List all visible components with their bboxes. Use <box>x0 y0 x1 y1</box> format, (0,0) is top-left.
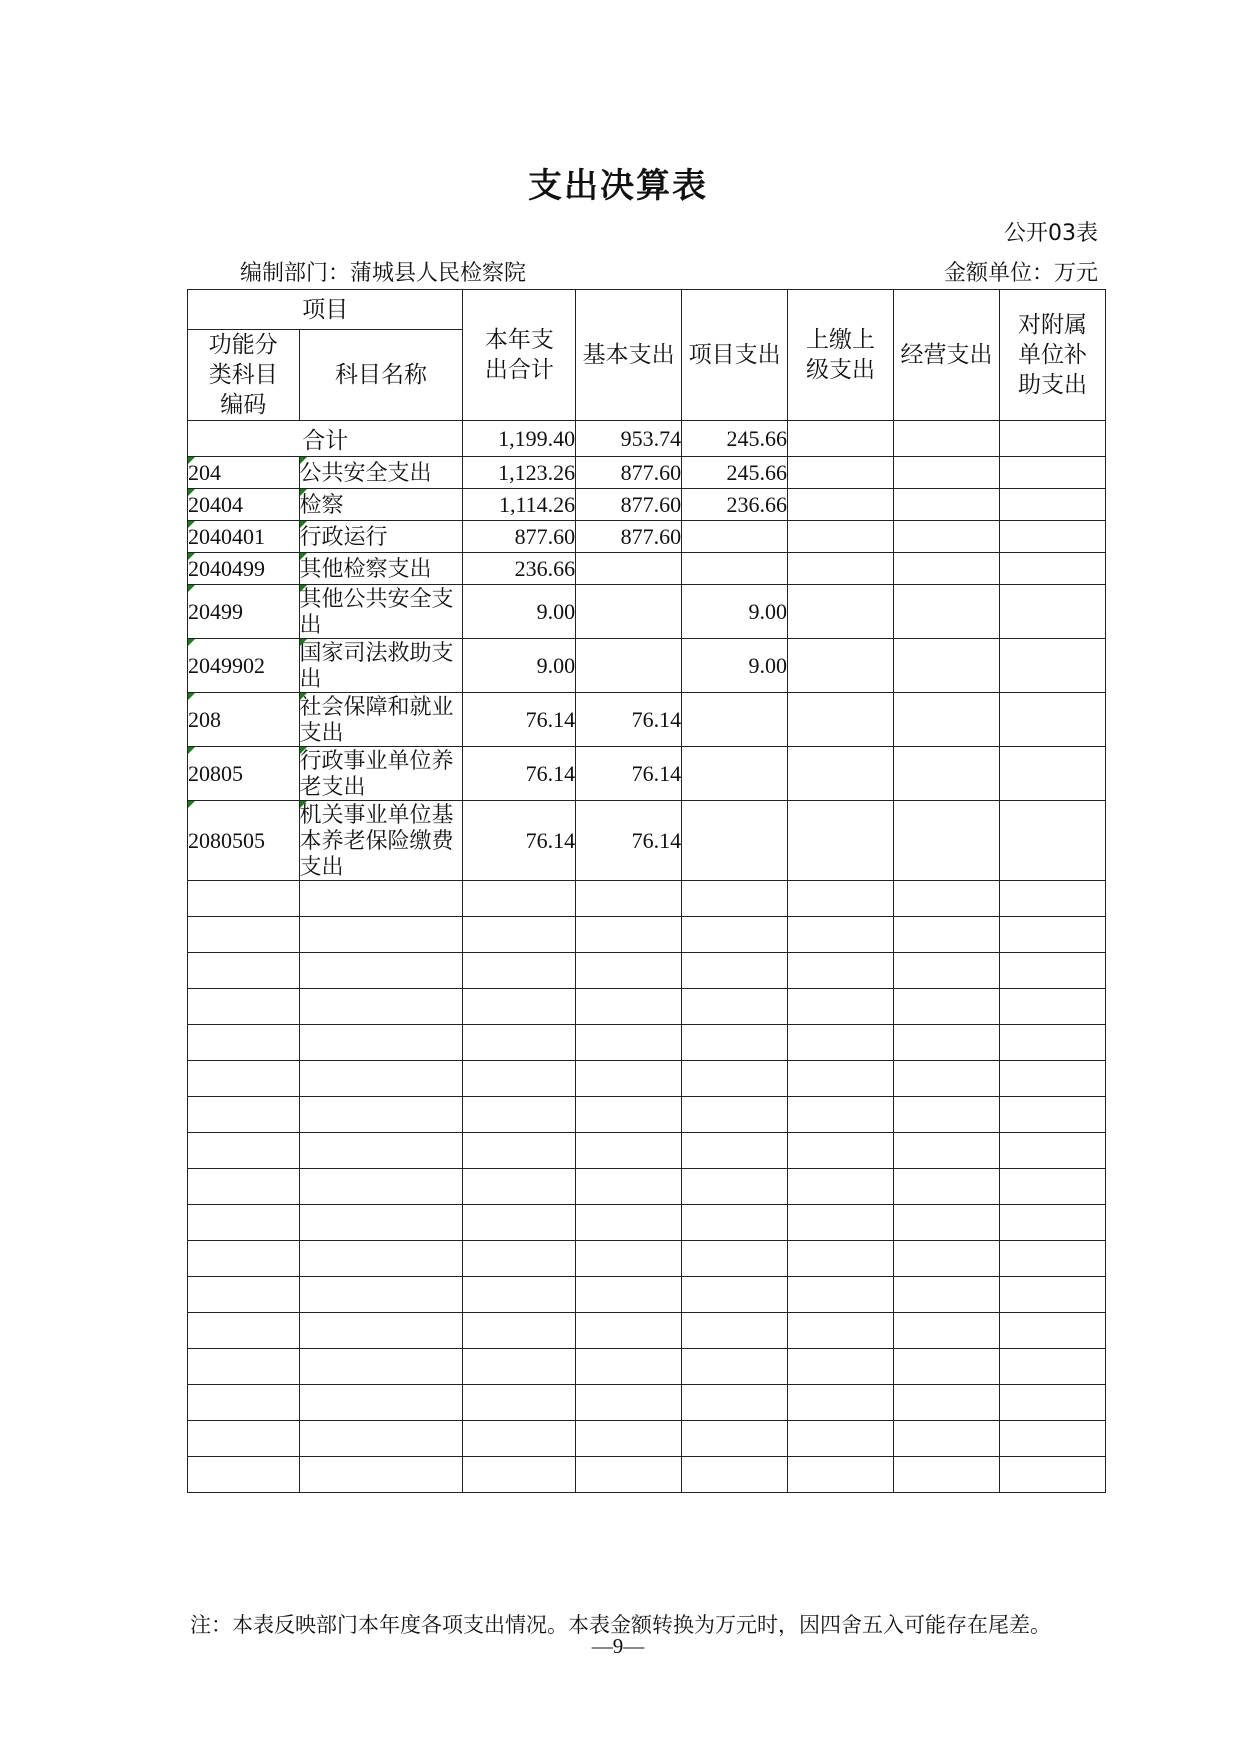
row-code: 20404 <box>188 489 300 521</box>
empty-cell <box>894 1241 1000 1277</box>
empty-cell <box>188 1025 300 1061</box>
row-code: 2040401 <box>188 521 300 553</box>
empty-cell <box>788 1385 894 1421</box>
header-code <box>188 330 300 421</box>
empty-cell <box>894 1061 1000 1097</box>
header-total <box>463 290 576 421</box>
row-business <box>894 457 1000 489</box>
empty-cell <box>999 1133 1105 1169</box>
total-row-total: 1,199.40 <box>463 421 576 457</box>
empty-cell <box>788 1097 894 1133</box>
empty-cell <box>299 953 463 989</box>
table-row <box>188 801 1106 881</box>
empty-cell <box>188 1313 300 1349</box>
empty-cell <box>894 881 1000 917</box>
total-row-basic: 953.74 <box>576 421 682 457</box>
unit-label: 金额单位：万元 <box>943 261 1098 286</box>
header-total-text: 本年支出合计 <box>484 327 554 383</box>
empty-cell <box>788 1457 894 1493</box>
empty-cell <box>894 1025 1000 1061</box>
row-total: 76.14 <box>463 693 576 747</box>
total-row-business <box>894 421 1000 457</box>
header-project: 项目支出 <box>682 290 788 421</box>
row-total: 9.00 <box>463 585 576 639</box>
expenditure-table-container <box>187 289 1106 1587</box>
empty-cell <box>188 1457 300 1493</box>
empty-cell <box>999 881 1105 917</box>
header-upper-text: 上缴上级支出 <box>806 327 876 383</box>
table-row <box>188 553 1106 585</box>
row-total: 76.14 <box>463 801 576 881</box>
empty-cell <box>463 1169 576 1205</box>
empty-row <box>188 1061 1106 1097</box>
row-subsidy <box>999 521 1105 553</box>
empty-cell <box>682 1313 788 1349</box>
row-basic <box>576 585 682 639</box>
empty-cell <box>788 1241 894 1277</box>
row-total: 1,123.26 <box>463 457 576 489</box>
empty-cell <box>682 953 788 989</box>
empty-cell <box>576 989 682 1025</box>
empty-row <box>188 1133 1106 1169</box>
empty-cell <box>463 1097 576 1133</box>
empty-cell <box>188 1385 300 1421</box>
empty-cell <box>788 1313 894 1349</box>
empty-cell <box>682 1133 788 1169</box>
row-subsidy <box>999 801 1105 881</box>
row-subsidy <box>999 489 1105 521</box>
row-upper <box>788 457 894 489</box>
empty-cell <box>682 881 788 917</box>
row-name: 其他检察支出 <box>299 553 463 585</box>
empty-cell <box>576 1133 682 1169</box>
empty-cell <box>788 1061 894 1097</box>
empty-cell <box>576 1421 682 1457</box>
empty-cell <box>188 1241 300 1277</box>
empty-cell <box>463 1385 576 1421</box>
empty-cell <box>188 881 300 917</box>
row-subsidy <box>999 585 1105 639</box>
empty-row <box>188 917 1106 953</box>
empty-cell <box>682 1061 788 1097</box>
header-business: 经营支出 <box>894 290 1000 421</box>
row-upper <box>788 639 894 693</box>
empty-cell <box>463 1241 576 1277</box>
total-row-project: 245.66 <box>682 421 788 457</box>
row-code: 208 <box>188 693 300 747</box>
row-upper <box>788 521 894 553</box>
empty-cell <box>999 1421 1105 1457</box>
row-code: 2040499 <box>188 553 300 585</box>
empty-cell <box>576 1097 682 1133</box>
empty-cell <box>894 1277 1000 1313</box>
empty-cell <box>999 1349 1105 1385</box>
row-business <box>894 521 1000 553</box>
empty-cell <box>188 1061 300 1097</box>
empty-cell <box>682 1241 788 1277</box>
empty-cell <box>576 1349 682 1385</box>
empty-row <box>188 1349 1106 1385</box>
empty-cell <box>299 1457 463 1493</box>
row-basic <box>576 639 682 693</box>
header-basic: 基本支出 <box>576 290 682 421</box>
empty-cell <box>894 917 1000 953</box>
empty-cell <box>299 1421 463 1457</box>
empty-cell <box>682 1385 788 1421</box>
empty-cell <box>894 1385 1000 1421</box>
row-code: 20499 <box>188 585 300 639</box>
empty-cell <box>299 1277 463 1313</box>
row-business <box>894 747 1000 801</box>
row-subsidy <box>999 553 1105 585</box>
row-name: 机关事业单位基本养老保险缴费支出 <box>299 801 463 881</box>
empty-cell <box>894 1205 1000 1241</box>
empty-cell <box>463 917 576 953</box>
empty-cell <box>188 1097 300 1133</box>
empty-cell <box>576 1205 682 1241</box>
row-upper <box>788 489 894 521</box>
empty-row <box>188 1025 1106 1061</box>
empty-cell <box>188 989 300 1025</box>
header-code-text: 功能分类科目编码 <box>208 332 278 418</box>
empty-cell <box>463 989 576 1025</box>
empty-row <box>188 1277 1106 1313</box>
table-row <box>188 747 1106 801</box>
row-name: 社会保障和就业支出 <box>299 693 463 747</box>
row-project <box>682 521 788 553</box>
row-name: 行政事业单位养老支出 <box>299 747 463 801</box>
empty-cell <box>682 1097 788 1133</box>
empty-cell <box>894 1313 1000 1349</box>
row-business <box>894 801 1000 881</box>
empty-cell <box>682 1349 788 1385</box>
empty-cell <box>576 881 682 917</box>
empty-cell <box>682 1277 788 1313</box>
page-title: 支出决算表 <box>528 166 708 206</box>
empty-cell <box>682 1169 788 1205</box>
expenditure-table <box>187 289 1106 1493</box>
empty-cell <box>682 1457 788 1493</box>
empty-cell <box>682 1205 788 1241</box>
empty-cell <box>188 1277 300 1313</box>
total-row-upper <box>788 421 894 457</box>
empty-cell <box>788 1133 894 1169</box>
table-row <box>188 457 1106 489</box>
empty-cell <box>894 1169 1000 1205</box>
empty-cell <box>463 1421 576 1457</box>
department-label: 编制部门：蒲城县人民检察院 <box>240 261 527 286</box>
table-row <box>188 585 1106 639</box>
row-code: 20805 <box>188 747 300 801</box>
header-item: 项目 <box>188 290 463 330</box>
empty-cell <box>463 1205 576 1241</box>
empty-cell <box>999 917 1105 953</box>
empty-cell <box>188 1349 300 1385</box>
row-subsidy <box>999 693 1105 747</box>
row-code: 2049902 <box>188 639 300 693</box>
total-row-label: 合计 <box>188 421 463 457</box>
empty-cell <box>894 1457 1000 1493</box>
empty-cell <box>299 1133 463 1169</box>
empty-cell <box>999 1205 1105 1241</box>
empty-cell <box>788 1349 894 1385</box>
empty-cell <box>463 1133 576 1169</box>
empty-cell <box>188 917 300 953</box>
empty-cell <box>999 1277 1105 1313</box>
empty-cell <box>188 1133 300 1169</box>
empty-cell <box>788 1025 894 1061</box>
row-total: 76.14 <box>463 747 576 801</box>
header-subsidy-text: 对附属单位补助支出 <box>1017 312 1087 398</box>
empty-cell <box>682 917 788 953</box>
row-name: 行政运行 <box>299 521 463 553</box>
empty-cell <box>299 1025 463 1061</box>
empty-cell <box>788 1421 894 1457</box>
empty-row <box>188 1313 1106 1349</box>
table-row <box>188 521 1106 553</box>
row-name: 国家司法救助支出 <box>299 639 463 693</box>
empty-cell <box>463 1025 576 1061</box>
total-row <box>188 421 1106 457</box>
row-subsidy <box>999 747 1105 801</box>
row-business <box>894 639 1000 693</box>
empty-row <box>188 1385 1106 1421</box>
row-total: 1,114.26 <box>463 489 576 521</box>
empty-row <box>188 1205 1106 1241</box>
empty-row <box>188 1097 1106 1133</box>
empty-cell <box>576 1025 682 1061</box>
empty-cell <box>299 1385 463 1421</box>
empty-cell <box>999 1457 1105 1493</box>
empty-cell <box>682 1421 788 1457</box>
table-body <box>188 421 1106 1493</box>
row-project <box>682 693 788 747</box>
form-number: 公开03表 <box>1004 221 1098 246</box>
empty-cell <box>299 1241 463 1277</box>
empty-cell <box>894 1133 1000 1169</box>
empty-cell <box>999 989 1105 1025</box>
empty-row <box>188 1169 1106 1205</box>
empty-cell <box>788 1205 894 1241</box>
empty-cell <box>463 953 576 989</box>
empty-cell <box>682 989 788 1025</box>
row-upper <box>788 747 894 801</box>
row-project: 245.66 <box>682 457 788 489</box>
empty-cell <box>463 1277 576 1313</box>
empty-cell <box>576 1457 682 1493</box>
row-business <box>894 585 1000 639</box>
row-project: 9.00 <box>682 585 788 639</box>
row-basic: 76.14 <box>576 747 682 801</box>
row-project <box>682 801 788 881</box>
table-row <box>188 639 1106 693</box>
row-basic: 76.14 <box>576 693 682 747</box>
empty-cell <box>576 1277 682 1313</box>
empty-row <box>188 989 1106 1025</box>
empty-cell <box>576 1241 682 1277</box>
empty-cell <box>576 1169 682 1205</box>
empty-cell <box>682 1025 788 1061</box>
empty-cell <box>463 1349 576 1385</box>
row-business <box>894 553 1000 585</box>
row-project: 236.66 <box>682 489 788 521</box>
empty-row <box>188 1241 1106 1277</box>
row-name: 检察 <box>299 489 463 521</box>
empty-cell <box>188 953 300 989</box>
empty-cell <box>788 1277 894 1313</box>
empty-cell <box>299 1205 463 1241</box>
empty-row <box>188 953 1106 989</box>
row-basic: 877.60 <box>576 457 682 489</box>
empty-cell <box>299 1061 463 1097</box>
header-subsidy <box>999 290 1105 421</box>
row-total: 877.60 <box>463 521 576 553</box>
empty-cell <box>788 1169 894 1205</box>
row-basic <box>576 553 682 585</box>
empty-cell <box>299 1313 463 1349</box>
empty-cell <box>788 881 894 917</box>
header-name: 科目名称 <box>299 330 463 421</box>
empty-cell <box>999 1025 1105 1061</box>
empty-cell <box>894 989 1000 1025</box>
empty-cell <box>788 917 894 953</box>
empty-cell <box>188 1169 300 1205</box>
header-upper <box>788 290 894 421</box>
row-subsidy <box>999 639 1105 693</box>
empty-cell <box>999 1385 1105 1421</box>
empty-cell <box>299 917 463 953</box>
row-name: 公共安全支出 <box>299 457 463 489</box>
empty-cell <box>299 1349 463 1385</box>
row-basic: 877.60 <box>576 521 682 553</box>
empty-cell <box>576 1313 682 1349</box>
empty-row <box>188 1421 1106 1457</box>
empty-cell <box>463 1313 576 1349</box>
row-total: 236.66 <box>463 553 576 585</box>
empty-cell <box>576 953 682 989</box>
empty-cell <box>894 1349 1000 1385</box>
empty-cell <box>999 1097 1105 1133</box>
empty-cell <box>463 1457 576 1493</box>
row-total: 9.00 <box>463 639 576 693</box>
table-row <box>188 693 1106 747</box>
row-project: 9.00 <box>682 639 788 693</box>
empty-cell <box>463 1061 576 1097</box>
row-business <box>894 489 1000 521</box>
empty-row <box>188 881 1106 917</box>
empty-cell <box>576 1385 682 1421</box>
row-upper <box>788 553 894 585</box>
row-subsidy <box>999 457 1105 489</box>
row-code: 204 <box>188 457 300 489</box>
total-row-subsidy <box>999 421 1105 457</box>
empty-cell <box>299 1169 463 1205</box>
empty-cell <box>894 1097 1000 1133</box>
empty-cell <box>999 1169 1105 1205</box>
row-upper <box>788 801 894 881</box>
empty-cell <box>299 881 463 917</box>
empty-cell <box>576 1061 682 1097</box>
row-basic: 76.14 <box>576 801 682 881</box>
row-name: 其他公共安全支出 <box>299 585 463 639</box>
empty-cell <box>463 881 576 917</box>
empty-cell <box>894 1421 1000 1457</box>
empty-cell <box>576 917 682 953</box>
row-project <box>682 553 788 585</box>
empty-cell <box>188 1421 300 1457</box>
table-row <box>188 489 1106 521</box>
page-number: —9— <box>591 1634 645 1658</box>
row-basic: 877.60 <box>576 489 682 521</box>
empty-cell <box>999 953 1105 989</box>
empty-cell <box>188 1205 300 1241</box>
row-code: 2080505 <box>188 801 300 881</box>
empty-cell <box>894 953 1000 989</box>
empty-cell <box>999 1061 1105 1097</box>
empty-cell <box>788 989 894 1025</box>
empty-cell <box>299 1097 463 1133</box>
row-business <box>894 693 1000 747</box>
row-project <box>682 747 788 801</box>
empty-row <box>188 1457 1106 1493</box>
row-upper <box>788 585 894 639</box>
empty-cell <box>299 989 463 1025</box>
row-upper <box>788 693 894 747</box>
footnote: 注：本表反映部门本年度各项支出情况。本表金额转换为万元时，因四舍五入可能存在尾差。 <box>190 1613 1051 1637</box>
empty-cell <box>999 1313 1105 1349</box>
empty-cell <box>788 953 894 989</box>
empty-cell <box>999 1241 1105 1277</box>
